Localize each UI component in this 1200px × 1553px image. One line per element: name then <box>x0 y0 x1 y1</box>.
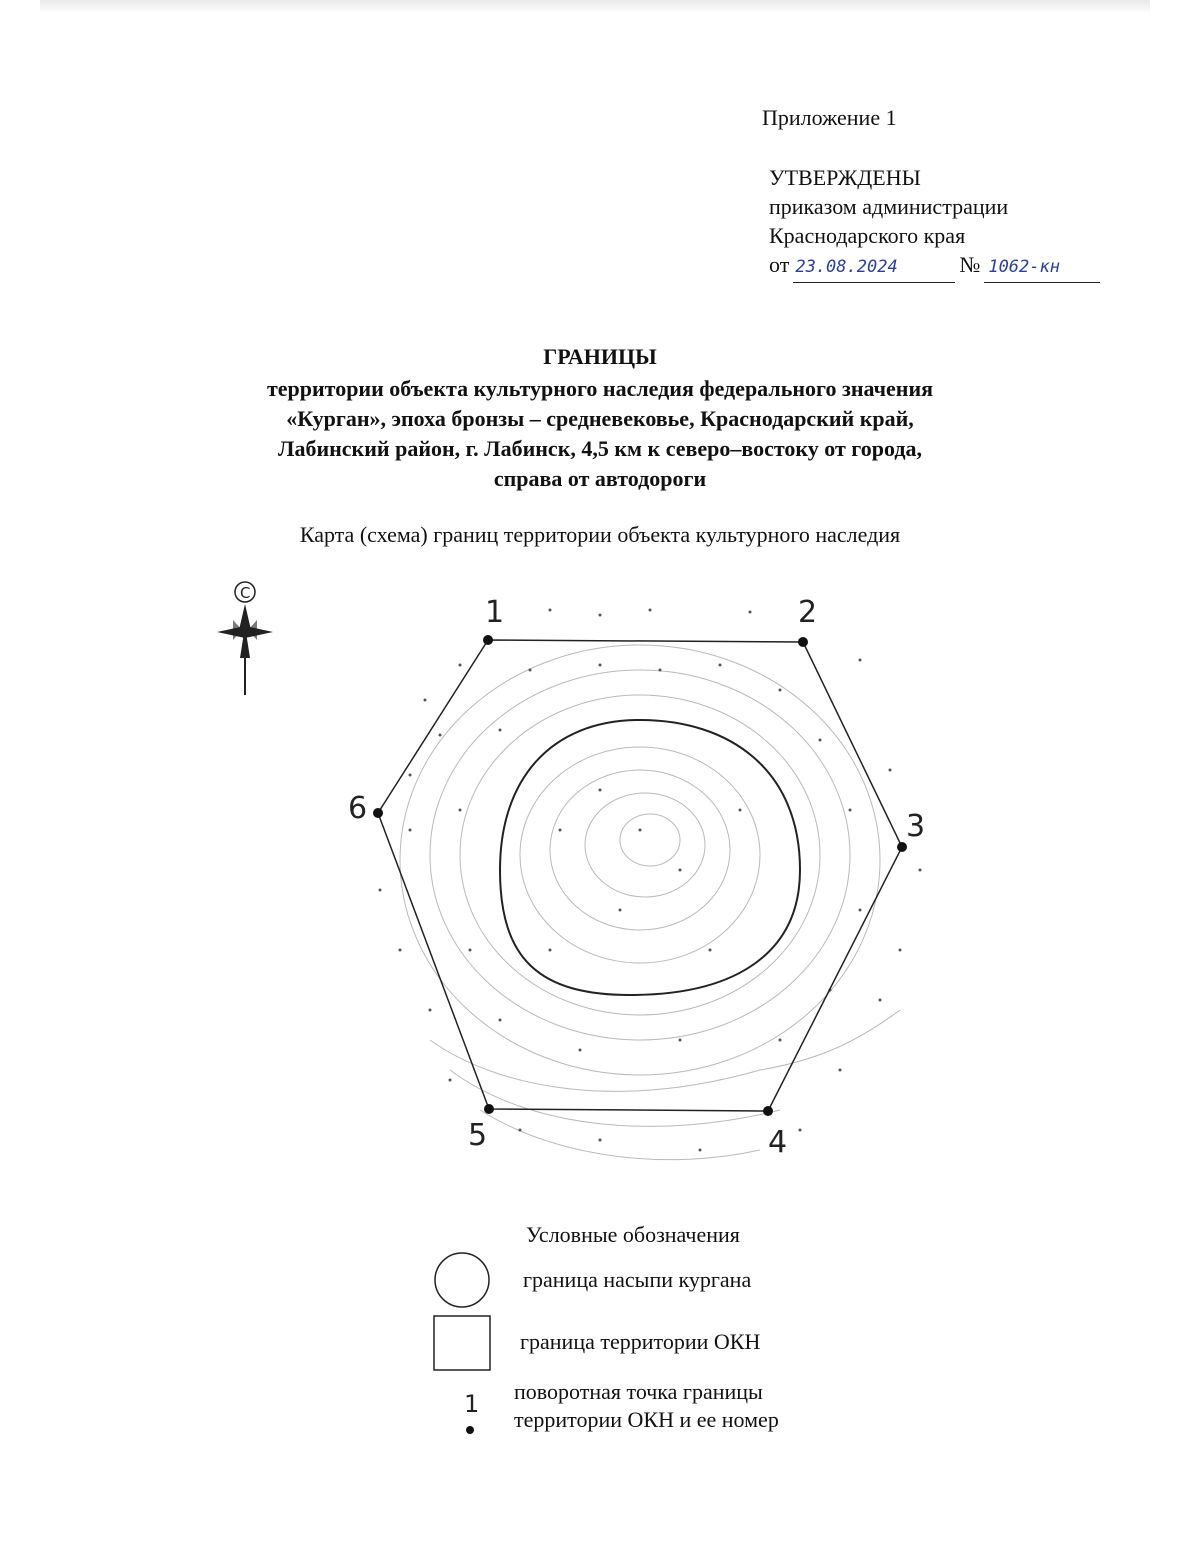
point-label-3: 3 <box>906 809 926 844</box>
map-subtitle: Карта (схема) границ территории объекта культурного наследия <box>299 522 901 547</box>
date-prefix: от <box>769 252 790 277</box>
legend-symbols <box>430 1250 500 1450</box>
turning-points <box>373 635 907 1116</box>
document-title <box>150 342 1050 494</box>
number-field <box>984 250 1100 283</box>
date-field <box>793 250 955 283</box>
handwritten-date: 23.08.2024 <box>795 257 898 277</box>
point-marker-number: 1 <box>464 1390 480 1418</box>
approved-label: УТВЕРЖДЕНЫ <box>769 165 921 190</box>
legend-point-label-line1: поворотная точка границы <box>514 1379 763 1404</box>
turning-point-4 <box>763 1106 773 1116</box>
legend-title: Условные обозначения <box>526 1222 740 1247</box>
legend-territory-label: граница территории ОКН <box>520 1329 761 1354</box>
annex-label: Приложение 1 <box>762 105 897 130</box>
point-label-1: 1 <box>485 595 505 630</box>
approval-stamp-text <box>769 163 1140 283</box>
approved-by-order: приказом администрации <box>769 194 1009 219</box>
approval-block <box>760 103 1140 283</box>
number-prefix: № <box>959 252 981 277</box>
handwritten-number: 1062-кн <box>988 257 1060 277</box>
title-line-1: территории объекта культурного наследия федерального значения <box>266 376 934 401</box>
turning-point-2 <box>798 637 808 647</box>
legend-mound-label: граница насыпи кургана <box>523 1267 752 1292</box>
mound-boundary <box>500 720 800 995</box>
circle-icon <box>435 1253 489 1307</box>
turning-point-5 <box>484 1104 494 1114</box>
point-label-2: 2 <box>798 595 818 630</box>
title-line-2: «Курган», эпоха бронзы – средневековье, Краснодарский край, <box>286 406 914 431</box>
survey-marks <box>379 609 922 1152</box>
north-arrow-icon <box>217 582 273 695</box>
point-label-5: 5 <box>468 1118 488 1153</box>
date-number-line <box>769 250 1140 283</box>
approved-region: Краснодарского края <box>769 223 966 248</box>
turning-point-6 <box>373 808 383 818</box>
scan-top-edge <box>40 0 1150 14</box>
north-label: С <box>240 584 251 602</box>
square-icon <box>434 1316 490 1370</box>
legend-point-label <box>514 1378 779 1434</box>
title-heading: ГРАНИЦЫ <box>543 344 657 369</box>
title-line-3: Лабинский район, г. Лабинск, 4,5 км к северо–востоку от города, <box>278 436 922 461</box>
boundary-map <box>200 570 960 1200</box>
contour-lines <box>400 645 900 1160</box>
turning-point-1 <box>483 635 493 645</box>
point-marker-icon <box>466 1426 474 1434</box>
title-line-4: справа от автодороги <box>493 466 707 491</box>
legend-point-label-line2: территории ОКН и ее номер <box>514 1407 779 1432</box>
point-label-6: 6 <box>348 791 368 826</box>
point-label-4: 4 <box>768 1125 788 1160</box>
